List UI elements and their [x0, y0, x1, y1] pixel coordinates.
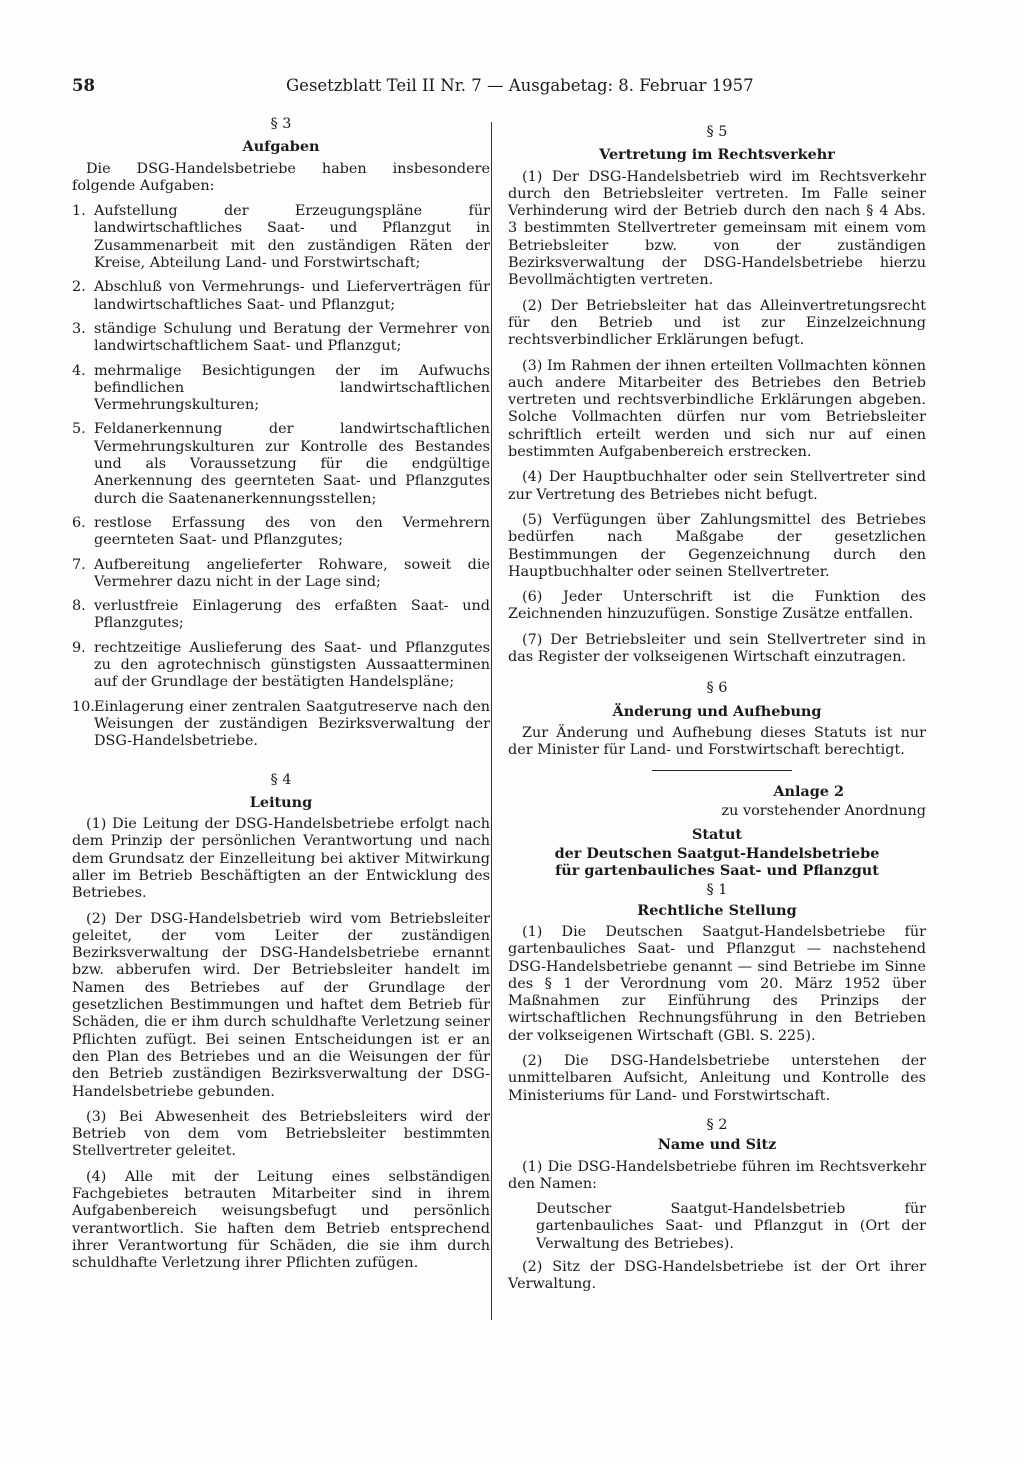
- paragraph: (1) Der DSG-Handelsbetrieb wird im Rechtsverkehr durch den Betriebsleiter vertreten. Im Falle seiner Verhinderung wird der Betrieb durch den nach § 4 Abs. 3 bestimmten Stellvertreter gemeinsam mit einem vom Betriebsleiter bzw. von der zuständigen Bezirksverwaltung der DSG-Handelsbetriebe hierzu Bevollmächtigten vertreten.: [508, 168, 926, 289]
- paragraph: (2) Sitz der DSG-Handelsbetriebe ist der Ort ihrer Verwaltung.: [508, 1259, 926, 1293]
- paragraph: (1) Die Leitung der DSG-Handelsbetriebe erfolgt nach dem Prinzip der persönlichen Verantwortung und nach dem Grundsatz der Einzelleitung bei aktiver Mitwirkung aller im Betrieb Beschäftigten an der Entwicklung des Betriebes.: [72, 816, 490, 902]
- item-text: ständige Schulung und Beratung der Vermehrer von landwirtschaftlichem Saat- und Pflanzgut;: [94, 320, 490, 355]
- item-number: 7.: [72, 556, 86, 573]
- left-column: [72, 116, 490, 1281]
- item-text: Einlagerung einer zentralen Saatgutreserve nach den Weisungen der zuständigen Bezirksverwaltung der DSG-Handelsbetriebe.: [94, 698, 490, 750]
- list-item: [72, 598, 490, 633]
- item-text: Abschluß von Vermehrungs- und Lieferverträgen für landwirtschaftliches Saat- und Pflanzgut;: [94, 279, 490, 313]
- list-item: [72, 515, 490, 550]
- paragraph: (1) Die DSG-Handelsbetriebe führen im Rechtsverkehr den Namen:: [508, 1158, 926, 1192]
- item-number: 2.: [72, 279, 86, 296]
- page-number: 58: [72, 76, 95, 95]
- item-number: 8.: [72, 598, 86, 615]
- item-text: rechtzeitige Auslieferung des Saat- und Pflanzgutes zu den agrotechnisch günstigsten Aussaatterminen auf der Grundlage der bestätigten Handelspläne;: [94, 639, 490, 691]
- paragraph: (1) Die Deutschen Saatgut-Handelsbetriebe für gartenbauliches Saat- und Pflanzgut — nachstehend DSG-Handelsbetriebe genannt — sind Betriebe im Sinne des § 1 der Verordnung vom 20. März 1952 über Maßnahmen zur Einführung des Prinzips der wirtschaftlichen Rechnungsführung in den Betrieben der volkseigenen Wirtschaft (GBl. S. 225).: [508, 923, 926, 1044]
- section-title: Name und Sitz: [657, 1136, 777, 1154]
- section-heading: § 2: [706, 1116, 728, 1133]
- list-item: [72, 640, 490, 692]
- paragraph: (7) Der Betriebsleiter und sein Stellvertreter sind in das Register der volkseigenen Wirtschaft einzutragen.: [508, 631, 926, 666]
- annex-label: Anlage 2: [773, 782, 844, 800]
- item-number: 3.: [72, 320, 86, 337]
- list-item: [72, 363, 490, 415]
- intro-paragraph: Die DSG-Handelsbetriebe haben insbesondere folgende Aufgaben:: [72, 160, 490, 194]
- paragraph: Zur Änderung und Aufhebung dieses Statuts ist nur der Minister für Land- und Forstwirtschaft berechtigt.: [508, 724, 926, 759]
- section-heading: § 5: [706, 124, 728, 140]
- item-text: Feldanerkennung der landwirtschaftlichen Vermehrungskulturen zur Kontrolle des Bestandes und als Voraussetzung für die endgültige Anerkennung des geernteten Saat- und Pflanzgutes durch die Saatenanerkennungsstellen;: [94, 421, 490, 507]
- paragraph: (4) Alle mit der Leitung eines selbständigen Fachgebietes betrauten Mitarbeiter sind in ihrem Aufgabenbereich weisungsbefugt und persönlich verantwortlich. Sie haften dem Betrieb entsprechend ihrer Verantwortung für Schäden, die sie ihm durch schuldhafte Verletzung ihrer Pflichten zufügen.: [72, 1168, 490, 1272]
- list-item: [72, 321, 490, 356]
- list-item: [72, 421, 490, 507]
- item-number: 9.: [72, 639, 86, 656]
- section-title: Leitung: [249, 793, 313, 811]
- page-header: [72, 76, 752, 96]
- item-number: 4.: [72, 362, 86, 379]
- paragraph: (2) Der Betriebsleiter hat das Alleinvertretungsrecht für den Betrieb und ist zur Einzelzeichnung rechtsverbindlicher Erklärungen befugt.: [508, 297, 926, 349]
- statute-subtitle-line: für gartenbauliches Saat- und Pflanzgut: [555, 861, 879, 879]
- list-item: [72, 557, 490, 592]
- item-number: 10.: [72, 698, 95, 715]
- annex-reference: zu vorstehender Anordnung: [721, 802, 926, 819]
- section-title: Änderung und Aufhebung: [612, 702, 822, 720]
- section-heading: § 3: [270, 116, 292, 132]
- column-divider: [491, 122, 492, 1320]
- statute-subtitle-line: der Deutschen Saatgut-Handelsbetriebe: [554, 845, 880, 863]
- paragraph: (4) Der Hauptbuchhalter oder sein Stellvertreter sind zur Vertretung des Betriebes nicht befugt.: [508, 469, 926, 503]
- paragraph: (6) Jeder Unterschrift ist die Funktion des Zeichnenden hinzuzufügen. Sonstige Zusätze entfallen.: [508, 589, 926, 623]
- section-heading: § 4: [270, 771, 292, 788]
- section-divider: [652, 770, 792, 771]
- item-text: Aufstellung der Erzeugungspläne für landwirtschaftliches Saat- und Pflanzgut in Zusammenarbeit mit den zuständigen Räten der Kreise, Abteilung Land- und Forstwirtschaft;: [94, 203, 490, 272]
- section-title: Vertretung im Rechtsverkehr: [599, 146, 835, 164]
- right-column: [508, 124, 926, 1302]
- list-item: [72, 203, 490, 272]
- paragraph: (3) Bei Abwesenheit des Betriebsleiters wird der Betrieb von dem vom Betriebsleiter bestimmten Stellvertreter geleitet.: [72, 1108, 490, 1160]
- item-number: 6.: [72, 514, 86, 531]
- list-item: [72, 699, 490, 751]
- item-text: Aufbereitung angelieferter Rohware, soweit die Vermehrer dazu nicht in der Lage sind;: [94, 556, 490, 590]
- list-item: [72, 279, 490, 314]
- section-heading: § 1: [706, 882, 728, 899]
- section-heading: § 6: [706, 680, 728, 697]
- item-number: 5.: [72, 421, 86, 438]
- paragraph: (2) Die DSG-Handelsbetriebe unterstehen der unmittelbaren Aufsicht, Anleitung und Kontrolle des Ministeriums für Land- und Forstwirtschaft.: [508, 1053, 926, 1104]
- item-text: verlustfreie Einlagerung des erfaßten Saat- und Pflanzgutes;: [94, 598, 490, 632]
- section-title: Aufgaben: [242, 138, 320, 156]
- paragraph: (2) Der DSG-Handelsbetrieb wird vom Betriebsleiter geleitet, der vom Leiter der zuständigen Bezirksverwaltung der DSG-Handelsbetriebe ernannt bzw. abberufen wird. Der Betriebsleiter handelt im Namen des Betriebes auf der Grundlage der gesetzlichen Bestimmungen und haftet dem Betrieb für Schäden, die er ihm durch schuldhafte Verletzung seiner Pflichten zufügt. Bei seinen Entscheidungen ist er an den Plan des Betriebes und an die Weisungen der für den Betrieb zuständigen Bezirksverwaltung der DSG-Handelsbetriebe gebunden.: [72, 910, 490, 1100]
- statute-title: Statut: [691, 826, 743, 844]
- item-text: mehrmalige Besichtigungen der im Aufwuchs befindlichen landwirtschaftlichen Vermehrungskulturen;: [94, 362, 490, 414]
- statute-subtitle: [508, 846, 926, 879]
- paragraph: (3) Im Rahmen der ihnen erteilten Vollmachten können auch andere Mitarbeiter des Betriebes den Betrieb vertreten und rechtsverbindliche Erklärungen abgeben. Solche Vollmachten dürfen nur vom Betriebsleiter schriftlich erteilt werden und sich nur auf einen bestimmten Aufgabenbereich erstrecken.: [508, 357, 926, 461]
- item-text: restlose Erfassung des von den Vermehrern geernteten Saat- und Pflanzgutes;: [94, 514, 490, 549]
- paragraph: (5) Verfügungen über Zahlungsmittel des Betriebes bedürfen nach Maßgabe der gesetzlichen Bestimmungen der Gegenzeichnung durch den Hauptbuchhalter oder seinen Stellvertreter.: [508, 511, 926, 580]
- company-name-block: Deutscher Saatgut-Handelsbetrieb für gartenbauliches Saat- und Pflanzgut in (Ort der Verwaltung des Betriebes).: [536, 1201, 926, 1252]
- section-title: Rechtliche Stellung: [637, 901, 797, 919]
- item-number: 1.: [72, 203, 86, 220]
- running-title: Gesetzblatt Teil II Nr. 7 — Ausgabetag: 8. Februar 1957: [286, 76, 754, 95]
